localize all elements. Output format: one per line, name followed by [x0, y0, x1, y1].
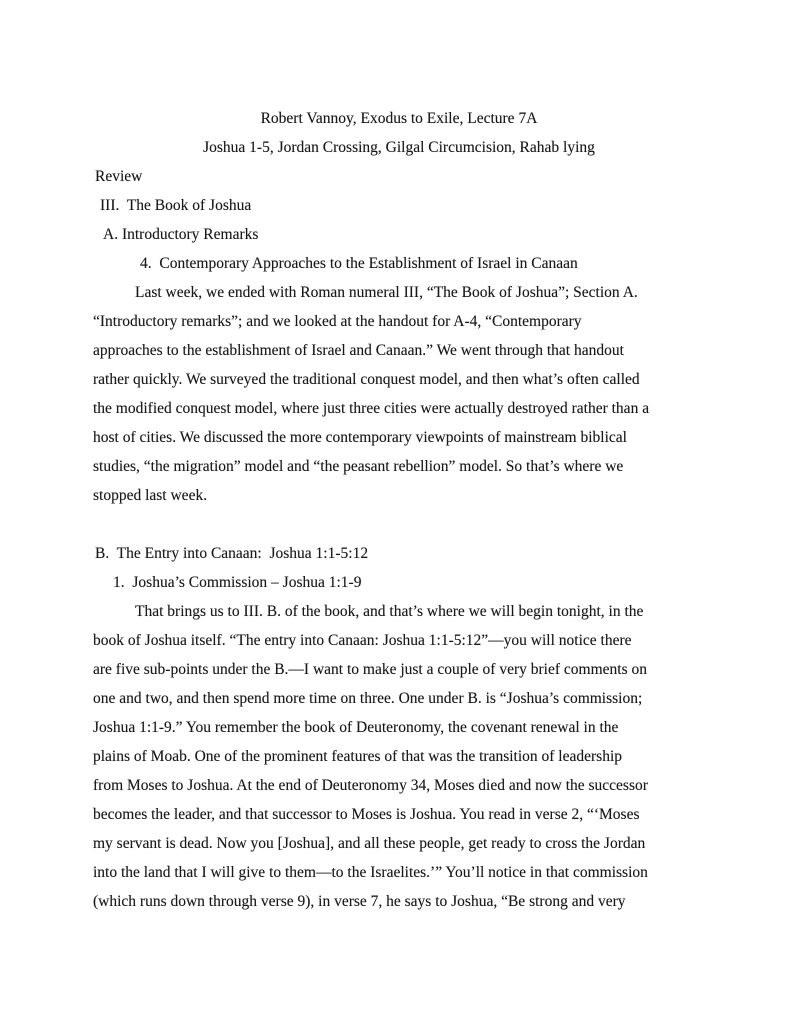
text-line: “Introductory remarks”; and we looked at the handout for A-4, “Contemporary: [93, 313, 582, 330]
document-subtitle: Joshua 1-5, Jordan Crossing, Gilgal Circumcision, Rahab lying: [203, 139, 595, 156]
blank-line: [93, 510, 705, 539]
paragraph-last-week-review: [93, 278, 705, 510]
heading-section-iii-book-of-joshua: III. The Book of Joshua: [100, 197, 252, 214]
text-line: (which runs down through verse 9), in verse 7, he says to Joshua, “Be strong and very: [93, 893, 626, 910]
text-line: studies, “the migration” model and “the peasant rebellion” model. So that’s where we: [93, 458, 624, 475]
text-line: approaches to the establishment of Israel and Canaan.” We went through that handout: [93, 342, 624, 359]
text-line: host of cities. We discussed the more contemporary viewpoints of mainstream biblical: [93, 429, 627, 446]
heading-point-1-joshuas-commission: 1. Joshua’s Commission – Joshua 1:1-9: [113, 574, 362, 591]
text-line: Joshua 1:1-9.” You remember the book of Deuteronomy, the covenant renewal in the: [93, 719, 619, 736]
text-line: That brings us to III. B. of the book, and that’s where we will begin tonight, in the: [135, 603, 644, 620]
text-line: one and two, and then spend more time on three. One under B. is “Joshua’s commission;: [93, 690, 643, 707]
text-line: my servant is dead. Now you [Joshua], and all these people, get ready to cross the Jordan: [93, 835, 646, 852]
heading-point-4-contemporary-approaches: 4. Contemporary Approaches to the Establishment of Israel in Canaan: [140, 255, 578, 272]
text-line: Last week, we ended with Roman numeral III, “The Book of Joshua”; Section A.: [135, 284, 638, 301]
heading-section-b-entry-into-canaan: B. The Entry into Canaan: Joshua 1:1-5:12: [95, 545, 369, 562]
text-line: into the land that I will give to them—to the Israelites.’” You’ll notice in that commission: [93, 864, 648, 881]
text-line: from Moses to Joshua. At the end of Deuteronomy 34, Moses died and now the successor: [93, 777, 648, 794]
text-line: stopped last week.: [93, 487, 208, 504]
text-line: are five sub-points under the B.—I want to make just a couple of very brief comments on: [93, 661, 647, 678]
text-line: rather quickly. We surveyed the traditional conquest model, and then what’s often called: [93, 371, 640, 388]
document-content: [93, 104, 705, 916]
text-line: the modified conquest model, where just three cities were actually destroyed rather than a: [93, 400, 650, 417]
text-line: plains of Moab. One of the prominent features of that was the transition of leadership: [93, 748, 623, 765]
heading-review: Review: [95, 168, 143, 185]
text-line: becomes the leader, and that successor to Moses is Joshua. You read in verse 2, “‘Moses: [93, 806, 640, 823]
document-title: Robert Vannoy, Exodus to Exile, Lecture 7A: [260, 110, 538, 127]
paragraph-joshuas-commission: [93, 597, 705, 916]
text-line: book of Joshua itself. “The entry into Canaan: Joshua 1:1-5:12”—you will notice there: [93, 632, 632, 649]
heading-section-a-introductory-remarks: A. Introductory Remarks: [103, 226, 259, 243]
